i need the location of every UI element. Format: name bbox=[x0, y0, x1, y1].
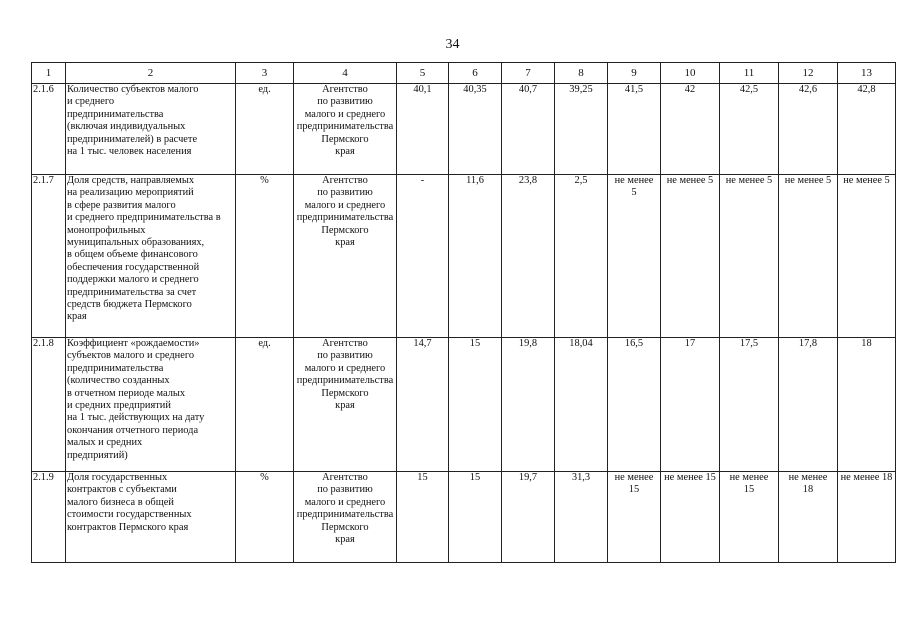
unit-cell: % bbox=[236, 472, 294, 563]
header-cell: 13 bbox=[838, 63, 896, 84]
indicator-code: 2.1.7 bbox=[32, 175, 66, 338]
value-cell: 17 bbox=[661, 338, 720, 472]
value-cell: не менее 5 bbox=[720, 175, 779, 338]
header-cell: 11 bbox=[720, 63, 779, 84]
header-cell: 4 bbox=[294, 63, 397, 84]
value-cell: не менее 5 bbox=[608, 175, 661, 338]
page-number: 34 bbox=[445, 37, 460, 52]
agency-cell: Агентство по развитию малого и среднего предпринимательства Пермского края bbox=[294, 472, 397, 563]
header-cell: 3 bbox=[236, 63, 294, 84]
table-row bbox=[32, 175, 896, 338]
value-cell: 19,7 bbox=[502, 472, 555, 563]
value-cell: 42,5 bbox=[720, 84, 779, 175]
agency-cell: Агентство по развитию малого и среднего предпринимательства Пермского края bbox=[294, 84, 397, 175]
value-cell: 15 bbox=[449, 338, 502, 472]
value-cell: 18 bbox=[838, 338, 896, 472]
value-cell: не менее 15 bbox=[720, 472, 779, 563]
unit-cell: % bbox=[236, 175, 294, 338]
value-cell: 41,5 bbox=[608, 84, 661, 175]
header-cell: 2 bbox=[66, 63, 236, 84]
value-cell: 23,8 bbox=[502, 175, 555, 338]
value-cell: 19,8 bbox=[502, 338, 555, 472]
indicator-code: 2.1.8 bbox=[32, 338, 66, 472]
indicator-name: Доля государственных контрактов с субъектами малого бизнеса в общей стоимости государственных контрактов Пермского края bbox=[66, 472, 236, 563]
value-cell: не менее 15 bbox=[608, 472, 661, 563]
value-cell: 40,7 bbox=[502, 84, 555, 175]
indicator-name: Коэффициент «рождаемости» субъектов малого и среднего предпринимательства (количество созданных в отчетном периоде малых и средних предприятий на 1 тыс. действующих на дату окончания отчетного периода малых и средних предприятий) bbox=[66, 338, 236, 472]
value-cell: 15 bbox=[397, 472, 449, 563]
value-cell: 16,5 bbox=[608, 338, 661, 472]
header-row bbox=[32, 63, 896, 84]
indicator-code: 2.1.9 bbox=[32, 472, 66, 563]
header-cell: 1 bbox=[32, 63, 66, 84]
value-cell: не менее 5 bbox=[779, 175, 838, 338]
value-cell: 31,3 bbox=[555, 472, 608, 563]
agency-cell: Агентство по развитию малого и среднего предпринимательства Пермского края bbox=[294, 338, 397, 472]
value-cell: 15 bbox=[449, 472, 502, 563]
header-cell: 12 bbox=[779, 63, 838, 84]
value-cell: 17,5 bbox=[720, 338, 779, 472]
value-cell: не менее 5 bbox=[661, 175, 720, 338]
indicator-name: Доля средств, направляемых на реализацию мероприятий в сфере развития малого и среднего предпринимательства в монопрофильных муниципальных образованиях, в общем объеме финансового обеспечения государственной поддержки малого и среднего предпринимательства за счет средств бюджета Пермского края bbox=[66, 175, 236, 338]
agency-cell: Агентство по развитию малого и среднего предпринимательства Пермского края bbox=[294, 175, 397, 338]
indicator-name: Количество субъектов малого и среднего предпринимательства (включая индивидуальных предпринимателей) в расчете на 1 тыс. человек населения bbox=[66, 84, 236, 175]
header-cell: 7 bbox=[502, 63, 555, 84]
value-cell: 42,8 bbox=[838, 84, 896, 175]
value-cell: 40,35 bbox=[449, 84, 502, 175]
value-cell: 14,7 bbox=[397, 338, 449, 472]
unit-cell: ед. bbox=[236, 84, 294, 175]
value-cell: 17,8 bbox=[779, 338, 838, 472]
indicator-code: 2.1.6 bbox=[32, 84, 66, 175]
header-cell: 8 bbox=[555, 63, 608, 84]
header-cell: 6 bbox=[449, 63, 502, 84]
value-cell: не менее 18 bbox=[779, 472, 838, 563]
value-cell: 11,6 bbox=[449, 175, 502, 338]
header-cell: 10 bbox=[661, 63, 720, 84]
value-cell: не менее 15 bbox=[661, 472, 720, 563]
value-cell: не менее 18 bbox=[838, 472, 896, 563]
table-row bbox=[32, 338, 896, 472]
value-cell: 2,5 bbox=[555, 175, 608, 338]
value-cell: 42 bbox=[661, 84, 720, 175]
value-cell: не менее 5 bbox=[838, 175, 896, 338]
header-cell: 5 bbox=[397, 63, 449, 84]
value-cell: 39,25 bbox=[555, 84, 608, 175]
header-cell: 9 bbox=[608, 63, 661, 84]
table-row bbox=[32, 472, 896, 563]
value-cell: 42,6 bbox=[779, 84, 838, 175]
value-cell: 18,04 bbox=[555, 338, 608, 472]
value-cell: 40,1 bbox=[397, 84, 449, 175]
table-row bbox=[32, 84, 896, 175]
unit-cell: ед. bbox=[236, 338, 294, 472]
value-cell: - bbox=[397, 175, 449, 338]
indicators-table bbox=[31, 62, 896, 563]
